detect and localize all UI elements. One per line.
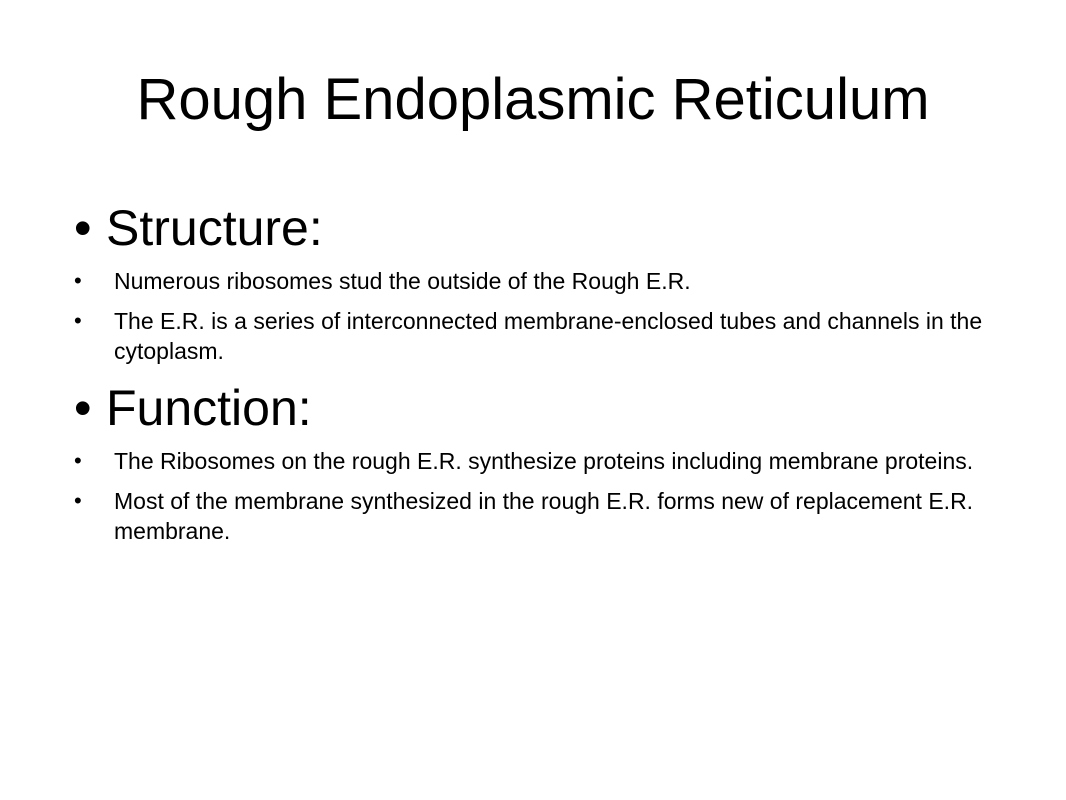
section-function-heading bbox=[74, 376, 1024, 440]
slide-title: Rough Endoplasmic Reticulum bbox=[136, 67, 930, 132]
list-item bbox=[74, 306, 1024, 366]
list-item bbox=[74, 446, 1024, 476]
list-item-text: The E.R. is a series of interconnected membrane-enclosed tubes and channels in the cytoplasm. bbox=[114, 308, 983, 364]
bullet-marker: • bbox=[74, 380, 92, 436]
section-heading: Structure: bbox=[106, 200, 323, 256]
bullet-marker: • bbox=[74, 200, 92, 256]
bullet-marker: • bbox=[74, 448, 82, 473]
bullet-marker: • bbox=[74, 308, 82, 333]
slide-body bbox=[74, 196, 1024, 546]
list-item-text: Most of the membrane synthesized in the rough E.R. forms new of replacement E.R. membrane. bbox=[114, 488, 974, 544]
list-item bbox=[74, 266, 1024, 296]
bullet-marker: • bbox=[74, 268, 82, 293]
list-item-text: The Ribosomes on the rough E.R. synthesize proteins including membrane proteins. bbox=[114, 448, 974, 474]
list-item bbox=[74, 486, 1024, 546]
bullet-marker: • bbox=[74, 488, 82, 513]
list-item-text: Numerous ribosomes stud the outside of the Rough E.R. bbox=[114, 268, 691, 294]
section-heading: Function: bbox=[106, 380, 312, 436]
section-structure-heading bbox=[74, 196, 1024, 260]
